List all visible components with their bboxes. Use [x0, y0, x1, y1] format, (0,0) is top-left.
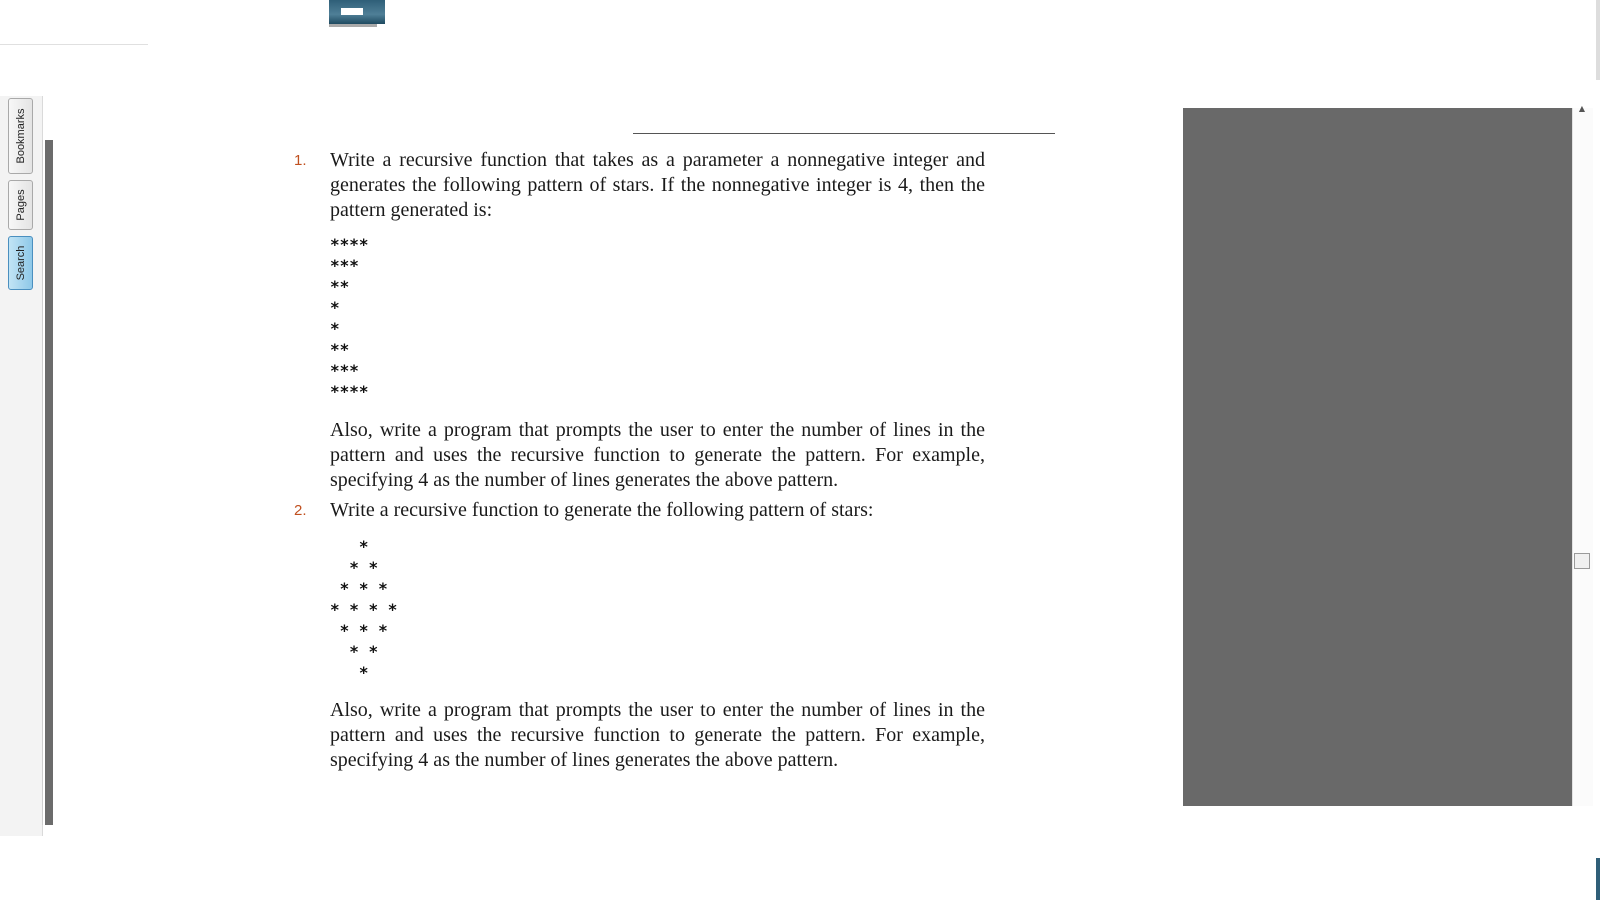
- logo-shadow: [329, 24, 377, 27]
- scrollbar-thumb[interactable]: [1574, 553, 1590, 569]
- exercise-followup: Also, write a program that prompts the user to enter the number of lines in the pattern and uses the recursive function to generate the pattern. For example, specifying 4 as the number of lines generates the above pattern.: [330, 419, 985, 491]
- exercise-text: Write a recursive function to generate the following pattern of stars:: [330, 499, 874, 521]
- right-side-panel: [1183, 108, 1572, 806]
- exercise-number: 2.: [294, 502, 307, 519]
- page-header-rule: [633, 133, 1055, 134]
- tab-search[interactable]: [8, 236, 33, 290]
- tab-pages[interactable]: [8, 180, 33, 230]
- exercise-followup: Also, write a program that prompts the user to enter the number of lines in the pattern and uses the recursive function to generate the pattern. For example, specifying 4 as the number of lines generates the above pattern.: [330, 699, 985, 771]
- exercise-text: Write a recursive function that takes as a parameter a nonnegative integer and generates the following pattern of stars. If the nonnegative integer is 4, then the pattern generated is:: [330, 149, 985, 221]
- tab-search-label: Search: [14, 245, 27, 281]
- window-corner: [1596, 858, 1600, 900]
- star-pattern: **** *** ** * * ** *** ****: [330, 235, 369, 401]
- tab-pages-label: Pages: [14, 189, 27, 221]
- navigation-pane: [0, 96, 43, 836]
- toolbar-divider: [0, 44, 148, 45]
- exercise-number: 1.: [294, 152, 307, 169]
- window-edge: [1596, 0, 1600, 80]
- app-logo: [329, 0, 385, 24]
- tab-bookmarks[interactable]: [8, 98, 33, 174]
- nav-pane-splitter[interactable]: [45, 140, 53, 825]
- scroll-up-arrow-icon[interactable]: ▲: [1578, 104, 1586, 113]
- nav-pane-divider[interactable]: [42, 140, 43, 825]
- logo-mark: [341, 8, 363, 15]
- vertical-scrollbar[interactable]: [1572, 108, 1593, 806]
- tab-bookmarks-label: Bookmarks: [14, 108, 27, 164]
- star-pattern: * * * * * * * * * * * * * * * *: [330, 537, 398, 682]
